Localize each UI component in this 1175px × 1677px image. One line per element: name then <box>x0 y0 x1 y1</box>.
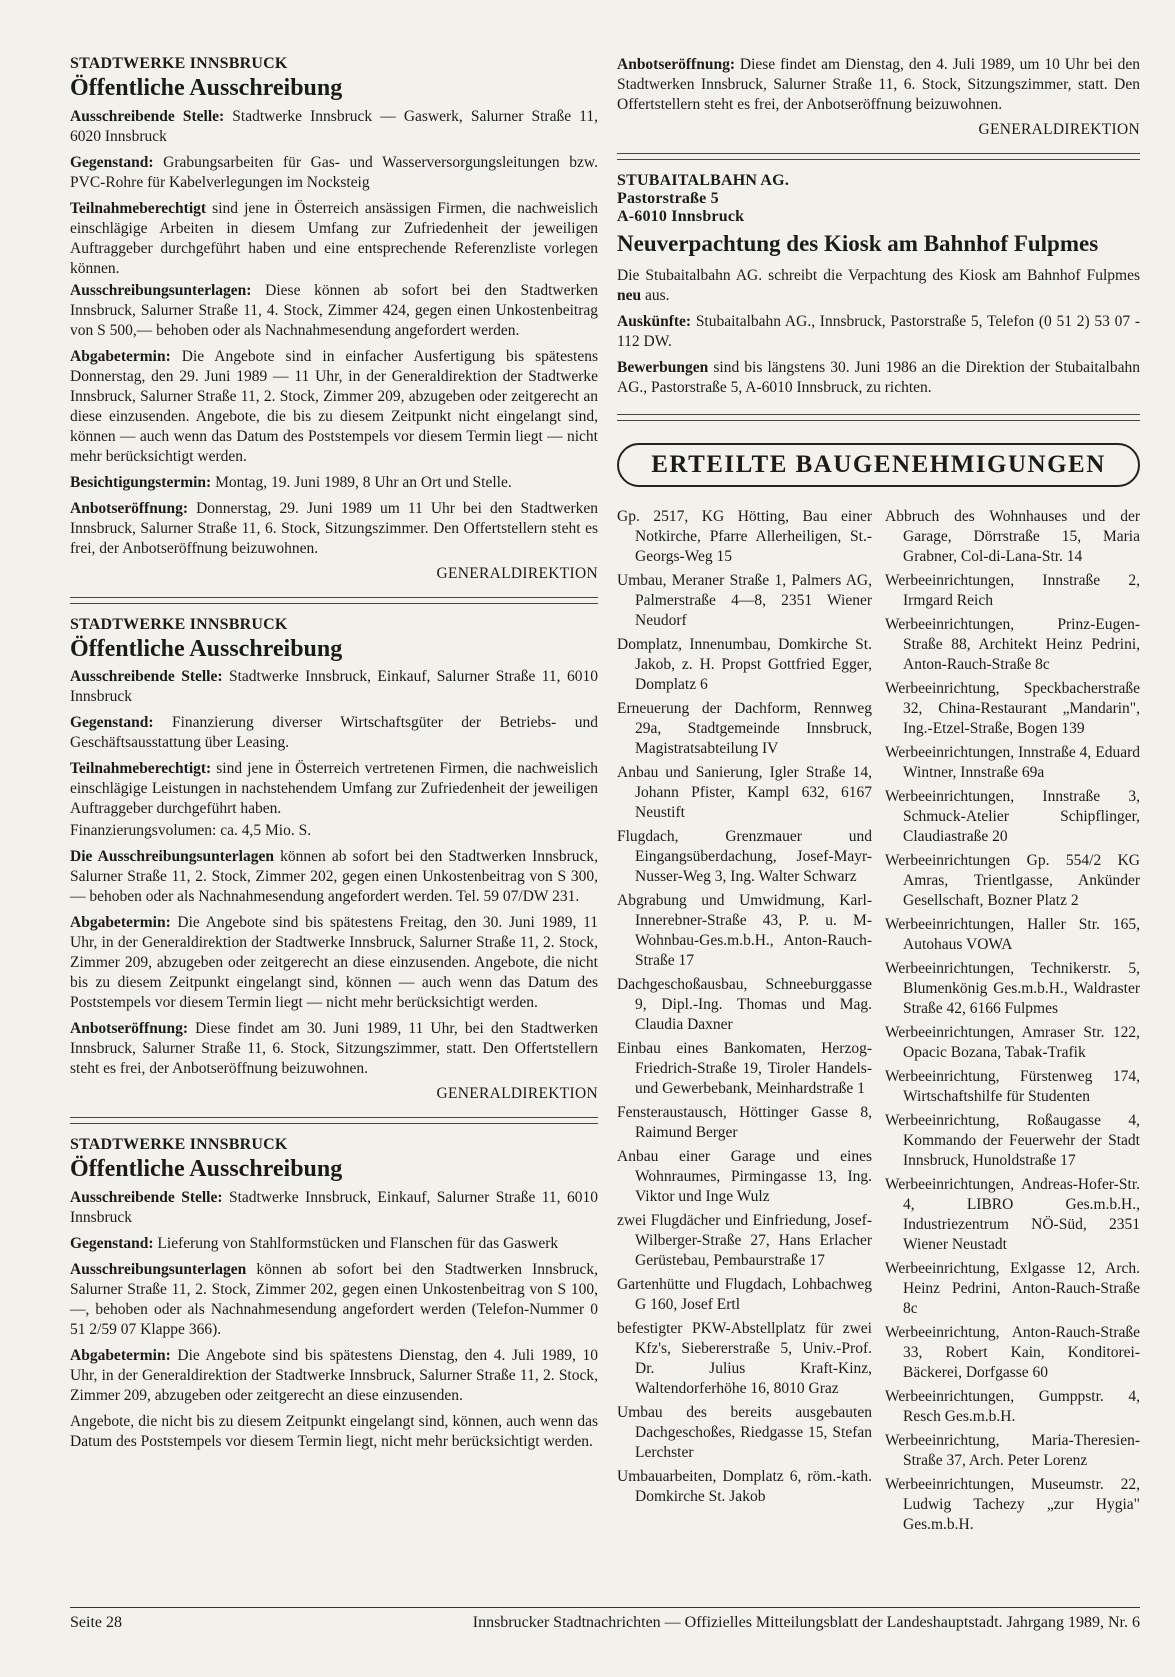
tender-notice-3-continuation <box>617 55 1140 139</box>
permit-entry: Werbeeinrichtungen, Gumppstr. 4, Resch Ges.m.b.H. <box>885 1387 1140 1425</box>
paragraph-text: Diese findet am Dienstag, den 4. Juli 1989, um 10 Uhr bei den Stadtwerken Innsbruck, Salurner Straße 11, 6. Stock, Sitzungszimmer, statt. Den Offertstellern steht es frei, der Anbotseröffnung beizuwohnen. <box>617 56 1140 113</box>
paragraph-text: Diese findet am 30. Juni 1989, 11 Uhr, bei den Stadtwerken Innsbruck, Salurner Straße 11, 6. Stock, Sitzungszimmer, statt. Den Offertstellern steht es frei, der Anbotseröffnung beizuwohnen. <box>70 1020 598 1078</box>
paragraph-text: sind jene in Österreich vertretenen Firmen, die nachweislich einschlägige Leistungen in nachstehendem Umfang zur Zufriedenheit der jeweiligen Auftraggeber durchgeführt haben. <box>70 760 598 818</box>
paragraph-label: Ausschreibende Stelle: <box>70 1188 223 1206</box>
permit-entry: Werbeeinrichtungen, Andreas-Hofer-Str. 4, LIBRO Ges.m.b.H., Industriezentrum NÖ-Süd, 2351 Wiener Neustadt <box>885 1175 1140 1253</box>
building-permits <box>617 443 1140 1539</box>
permit-entry: Umbau des bereits ausgebauten Dachgeschoßes, Riedgasse 15, Stefan Lerchster <box>617 1403 872 1461</box>
notice-paragraph <box>70 347 598 467</box>
permit-entry: Werbeeinrichtungen, Innstraße 3, Schmuck-Atelier Schipflinger, Claudiastraße 20 <box>885 787 1140 845</box>
notice-org: STADTWERKE INNSBRUCK <box>70 1136 288 1154</box>
tender-notice-1 <box>70 55 598 583</box>
paragraph-label: Anbotseröffnung: <box>70 499 188 517</box>
paragraph-label: Besichtigungstermin: <box>70 473 212 491</box>
permit-entry: Anbau und Sanierung, Igler Straße 14, Johann Pfister, Kampl 632, 6167 Neustift <box>617 763 872 821</box>
publication-line: Innsbrucker Stadtnachrichten — Offizielles Mitteilungsblatt der Landeshauptstadt. Jahrgang 1989, Nr. 6 <box>472 1614 1140 1631</box>
permit-entry: Abbruch des Wohnhauses und der Garage, Dörrstraße 15, Maria Grabner, Col-di-Lana-Str. 14 <box>885 507 1140 565</box>
paragraph-text: sind bis längstens 30. Juni 1986 an die Direktion der Stubaitalbahn AG., Pastorstraße 5, A-6010 Innsbruck, zu richten. <box>617 358 1140 396</box>
permit-entry: Gp. 2517, KG Hötting, Bau einer Notkirche, Pfarre Allerheiligen, St.-Georgs-Weg 15 <box>617 507 872 565</box>
notice-paragraph <box>70 473 598 493</box>
tender-notice-2 <box>70 616 598 1104</box>
left-column <box>70 55 598 1458</box>
paragraph-text: Stadtwerke Innsbruck, Einkauf, Salurner Straße 11, 6010 Innsbruck <box>70 1188 598 1226</box>
paragraph-label: Bewerbungen <box>617 358 709 376</box>
paragraph-label: Ausschreibungsunterlagen <box>70 1260 247 1278</box>
permit-entry: Werbeeinrichtung, Fürstenweg 174, Wirtschaftshilfe für Studenten <box>885 1067 1140 1105</box>
paragraph-label: Die Ausschreibungsunterlagen <box>70 848 274 866</box>
notice-title: Öffentliche Ausschreibung <box>70 75 343 101</box>
paragraph-text: Stadtwerke Innsbruck, Einkauf, Salurner Straße 11, 6010 Innsbruck <box>70 668 598 706</box>
paragraph-label: Gegenstand: <box>70 153 154 171</box>
stubai-application <box>617 358 1140 398</box>
permit-entry: Werbeeinrichtungen, Technikerstr. 5, Blumenkönig Ges.m.b.H., Waldraster Straße 42, 6166 Fulpmes <box>885 959 1140 1017</box>
permit-entry: Werbeeinrichtungen, Amraser Str. 122, Opacic Bozana, Tabak-Trafik <box>885 1023 1140 1061</box>
notice-paragraph <box>70 821 598 841</box>
section-divider <box>617 153 1140 160</box>
paragraph-label: Abgabetermin: <box>70 347 171 365</box>
permit-entry: Werbeeinrichtung, Exlgasse 12, Arch. Heinz Pedrini, Anton-Rauch-Straße 8c <box>885 1259 1140 1317</box>
permit-entry: zwei Flugdächer und Einfriedung, Josef-Wilberger-Straße 27, Hans Erlacher Gerüstebau, Pembaurstraße 17 <box>617 1211 872 1269</box>
paragraph-label: Anbotseröffnung: <box>617 56 735 73</box>
permit-entry: Werbeeinrichtungen, Innstraße 4, Eduard Wintner, Innstraße 69a <box>885 743 1140 781</box>
notice-org: STADTWERKE INNSBRUCK <box>70 55 288 72</box>
paragraph-text: Die Angebote sind bis spätestens Dienstag, den 4. Juli 1989, 10 Uhr, in der Generaldirektion der Stadtwerke Innsbruck, Salurner Straße 11, 2. Stock, Zimmer 209, abzugeben oder zeitgerecht an diese einzusenden. <box>70 1346 598 1404</box>
paragraph-label: Ausschreibende Stelle: <box>70 668 223 686</box>
paragraph-text: können ab sofort bei den Stadtwerken Innsbruck, Salurner Straße 11, 2. Stock, Zimmer 202, gegen einen Unkostenbeitrag von S 300,— behoben oder als Nachnahmesendung angefordert werden. Tel. 59 07/DW 231. <box>70 848 598 906</box>
permits-columns <box>617 507 1140 1539</box>
paragraph-text: Finanzierung diverser Wirtschaftsgüter der Betriebs- und Geschäftsausstattung über Leasing. <box>70 714 598 752</box>
permit-entry: Werbeeinrichtung, Roßaugasse 4, Kommando der Feuerwehr der Stadt Innsbruck, Hunoldstraße 17 <box>885 1111 1140 1169</box>
notice-signature: GENERALDIREKTION <box>978 121 1140 138</box>
paragraph-label: Auskünfte: <box>617 312 692 330</box>
notice-paragraph <box>70 1260 598 1340</box>
notice-paragraph <box>70 847 598 907</box>
paragraph-label: Teilnahmeberechtigt <box>70 199 207 217</box>
intro-emphasis: neu <box>617 286 642 304</box>
notice-paragraph <box>70 1346 598 1406</box>
permit-entry: Werbeeinrichtung, Anton-Rauch-Straße 33, Robert Kain, Konditorei-Bäckerei, Dorfgasse 60 <box>885 1323 1140 1381</box>
notice-paragraph <box>70 499 598 559</box>
notice-paragraph <box>70 713 598 753</box>
notice-title: Öffentliche Ausschreibung <box>70 635 343 662</box>
right-column <box>617 55 1140 1539</box>
notice-paragraph <box>70 281 598 341</box>
permit-entry: befestigter PKW-Abstellplatz für zwei Kfz's, Siebererstraße 5, Univ.-Prof. Dr. Julius Kraft-Kinz, Waltendorferhöhe 16, 8010 Graz <box>617 1319 872 1397</box>
notice-paragraph <box>70 107 598 147</box>
paragraph-text: Grabungsarbeiten für Gas- und Wasserversorgungsleitungen bzw. PVC-Rohre für Kabelverlegungen im Nocksteig <box>70 153 598 191</box>
permit-entry: Umbau, Meraner Straße 1, Palmers AG, Palmerstraße 4—8, 2351 Wiener Neudorf <box>617 571 872 629</box>
section-divider <box>70 1117 598 1124</box>
notice-paragraph <box>70 199 598 279</box>
notice-paragraph <box>70 1412 598 1452</box>
intro-text: Die Stubaitalbahn AG. schreibt die Verpachtung des Kiosk am Bahnhof Fulpmes <box>617 266 1140 284</box>
paragraph-text: Diese können ab sofort bei den Stadtwerken Innsbruck, Salurner Straße 11, 4. Stock, Zimmer 424, gegen einen Unkostenbeitrag von S 500,— behoben oder als Nachnahmesendung angefordert werden. <box>70 281 598 339</box>
permits-column-left <box>617 507 872 1539</box>
paragraph-label: Teilnahmeberechtigt: <box>70 760 212 778</box>
permit-entry: Werbeeinrichtungen, Innstraße 2, Irmgard Reich <box>885 571 1140 609</box>
permit-entry: Einbau eines Bankomaten, Herzog-Friedrich-Straße 19, Tiroler Handels- und Gewerbebank, Meinhardstraße 1 <box>617 1039 872 1097</box>
permit-entry: Werbeeinrichtung, Maria-Theresien-Straße 37, Arch. Peter Lorenz <box>885 1431 1140 1469</box>
notice-paragraph <box>70 913 598 1013</box>
paragraph-text: Lieferung von Stahlformstücken und Flanschen für das Gaswerk <box>153 1234 559 1252</box>
notice-paragraph <box>70 153 598 193</box>
permit-entry: Flugdach, Grenzmauer und Eingangsüberdachung, Josef-Mayr-Nusser-Weg 3, Ing. Walter Schwarz <box>617 827 872 885</box>
paragraph-text: können ab sofort bei den Stadtwerken Innsbruck, Salurner Straße 11, 2. Stock, Zimmer 202, gegen einen Unkostenbeitrag von S 100,—, behoben oder als Nachnahmesendung angefordert werden (Telefon-Nummer 0 51 2/59 07 Klappe 366). <box>70 1260 598 1338</box>
permit-entry: Werbeeinrichtungen, Haller Str. 165, Autohaus VOWA <box>885 915 1140 953</box>
page-footer <box>70 1607 1140 1632</box>
intro-text-end: aus. <box>641 286 670 304</box>
permit-entry: Werbeeinrichtungen, Museumstr. 22, Ludwig Tachezy „zur Hygia" Ges.m.b.H. <box>885 1475 1140 1533</box>
stubai-intro <box>617 266 1140 306</box>
paragraph-label: Ausschreibungsunterlagen: <box>70 281 252 299</box>
permit-entry: Werbeeinrichtungen Gp. 554/2 KG Amras, Trientlgasse, Ankünder Gesellschaft, Bozner Platz 2 <box>885 851 1140 909</box>
stubai-org-name: STUBAITALBAHN AG. <box>617 172 790 189</box>
paragraph-label: Abgabetermin: <box>70 1346 171 1364</box>
notice-signature: GENERALDIREKTION <box>436 564 598 582</box>
page-number: Seite 28 <box>70 1614 122 1631</box>
paragraph-label: Abgabetermin: <box>70 914 171 932</box>
paragraph-text: Finanzierungsvolumen: ca. 4,5 Mio. S. <box>70 822 312 840</box>
paragraph-label: Anbotseröffnung: <box>70 1020 188 1038</box>
permits-column-right <box>885 507 1140 1539</box>
paragraph-text: Stubaitalbahn AG., Innsbruck, Pastorstraße 5, Telefon (0 51 2) 53 07 - 112 DW. <box>617 312 1140 350</box>
permit-entry: Werbeeinrichtungen, Prinz-Eugen-Straße 88, Architekt Heinz Pedrini, Anton-Rauch-Straße 8c <box>885 615 1140 673</box>
paragraph-label: Gegenstand: <box>70 1234 154 1252</box>
paragraph-text: Die Angebote sind in einfacher Ausfertigung bis spätestens Donnerstag, den 29. Juni 1989 — 11 Uhr, in der Generaldirektion der Stadtwerke Innsbruck, Salurner Straße 11, 2. Stock, Zimmer 209, abzugeben oder zeitgerecht an diese einzusenden. Angebote, die bis zu diesem Zeitpunkt nicht eingelangt sind, können — auch wenn das Datum des Poststempels vor diesem Termin liegt — nicht mehr berücksichtigt werden. <box>70 347 598 465</box>
permit-entry: Werbeeinrichtung, Speckbacherstraße 32, China-Restaurant „Mandarin", Ing.-Etzel-Straße, Bogen 139 <box>885 679 1140 737</box>
section-divider <box>70 597 598 604</box>
notice-signature: GENERALDIREKTION <box>436 1085 598 1103</box>
permit-entry: Anbau einer Garage und eines Wohnraumes, Pirmingasse 13, Ing. Viktor und Inge Wulz <box>617 1147 872 1205</box>
stubai-info <box>617 312 1140 352</box>
stubai-org-city: A-6010 Innsbruck <box>617 208 745 225</box>
paragraph-text: Die Angebote sind bis spätestens Freitag, den 30. Juni 1989, 11 Uhr, in der Generaldirektion der Stadtwerke Innsbruck, Salurner Straße 11, 2. Stock, Zimmer 209, abzugeben oder zeitgerecht an diese einzusenden. Angebote, die nicht bis zu diesem Zeitpunkt eingelangt sind, können — auch wenn das Datum des Poststempels vor diesem Termin liegt — nicht mehr berücksichtigt werden. <box>70 914 598 1012</box>
notice-paragraph <box>70 759 598 819</box>
section-divider <box>617 414 1140 421</box>
notice-title: Öffentliche Ausschreibung <box>70 1156 343 1183</box>
permits-heading: ERTEILTE BAUGENEHMIGUNGEN <box>617 443 1140 487</box>
paragraph-label: Ausschreibende Stelle: <box>70 107 225 125</box>
notice-org: STADTWERKE INNSBRUCK <box>70 615 288 633</box>
permit-entry: Abgrabung und Umwidmung, Karl-Innerebner-Straße 43, P. u. M-Wohnbau-Ges.m.b.H., Anton-Rauch-Straße 17 <box>617 891 872 969</box>
notice-paragraph <box>617 55 1140 115</box>
tender-notice-3 <box>70 1136 598 1452</box>
paragraph-text: Montag, 19. Juni 1989, 8 Uhr an Ort und Stelle. <box>211 473 512 491</box>
permit-entry: Domplatz, Innenumbau, Domkirche St. Jakob, z. H. Propst Gottfried Egger, Domplatz 6 <box>617 635 872 693</box>
stubai-org-street: Pastorstraße 5 <box>617 190 719 207</box>
paragraph-label: Gegenstand: <box>70 714 154 732</box>
paragraph-text: sind jene in Österreich ansässigen Firmen, die nachweislich einschlägige Arbeiten in diesem Umfang zur Zufriedenheit der jeweiligen Auftraggeber durchgeführt haben und eine entsprechende Referenzliste vorlegen können. <box>70 199 598 277</box>
paragraph-text: Donnerstag, 29. Juni 1989 um 11 Uhr bei den Stadtwerken Innsbruck, Salurner Straße 11, 6. Stock, Sitzungszimmer. Den Offertstellern steht es frei, der Anbotseröffnung beizuwohnen. <box>70 499 598 557</box>
stubaitalbahn-notice <box>617 172 1140 398</box>
permit-entry: Umbauarbeiten, Domplatz 6, röm.-kath. Domkirche St. Jakob <box>617 1467 872 1505</box>
stubai-title: Neuverpachtung des Kiosk am Bahnhof Fulpmes <box>617 231 1099 256</box>
permit-entry: Erneuerung der Dachform, Rennweg 29a, Stadtgemeinde Innsbruck, Magistratsabteilung IV <box>617 699 872 757</box>
notice-paragraph <box>70 667 598 707</box>
paragraph-text: Stadtwerke Innsbruck — Gaswerk, Salurner Straße 11, 6020 Innsbruck <box>70 107 598 145</box>
notice-paragraph <box>70 1188 598 1228</box>
permit-entry: Fensteraustausch, Höttinger Gasse 8, Raimund Berger <box>617 1103 872 1141</box>
notice-paragraph <box>70 1019 598 1079</box>
paragraph-text: Angebote, die nicht bis zu diesem Zeitpunkt eingelangt sind, können, auch wenn das Datum des Poststempels vor diesem Termin liegt, nicht mehr berücksichtigt werden. <box>70 1412 598 1450</box>
permit-entry: Gartenhütte und Flugdach, Lohbachweg G 160, Josef Ertl <box>617 1275 872 1313</box>
permit-entry: Dachgeschoßausbau, Schneeburggasse 9, Dipl.-Ing. Thomas und Mag. Claudia Daxner <box>617 975 872 1033</box>
notice-paragraph <box>70 1234 598 1254</box>
